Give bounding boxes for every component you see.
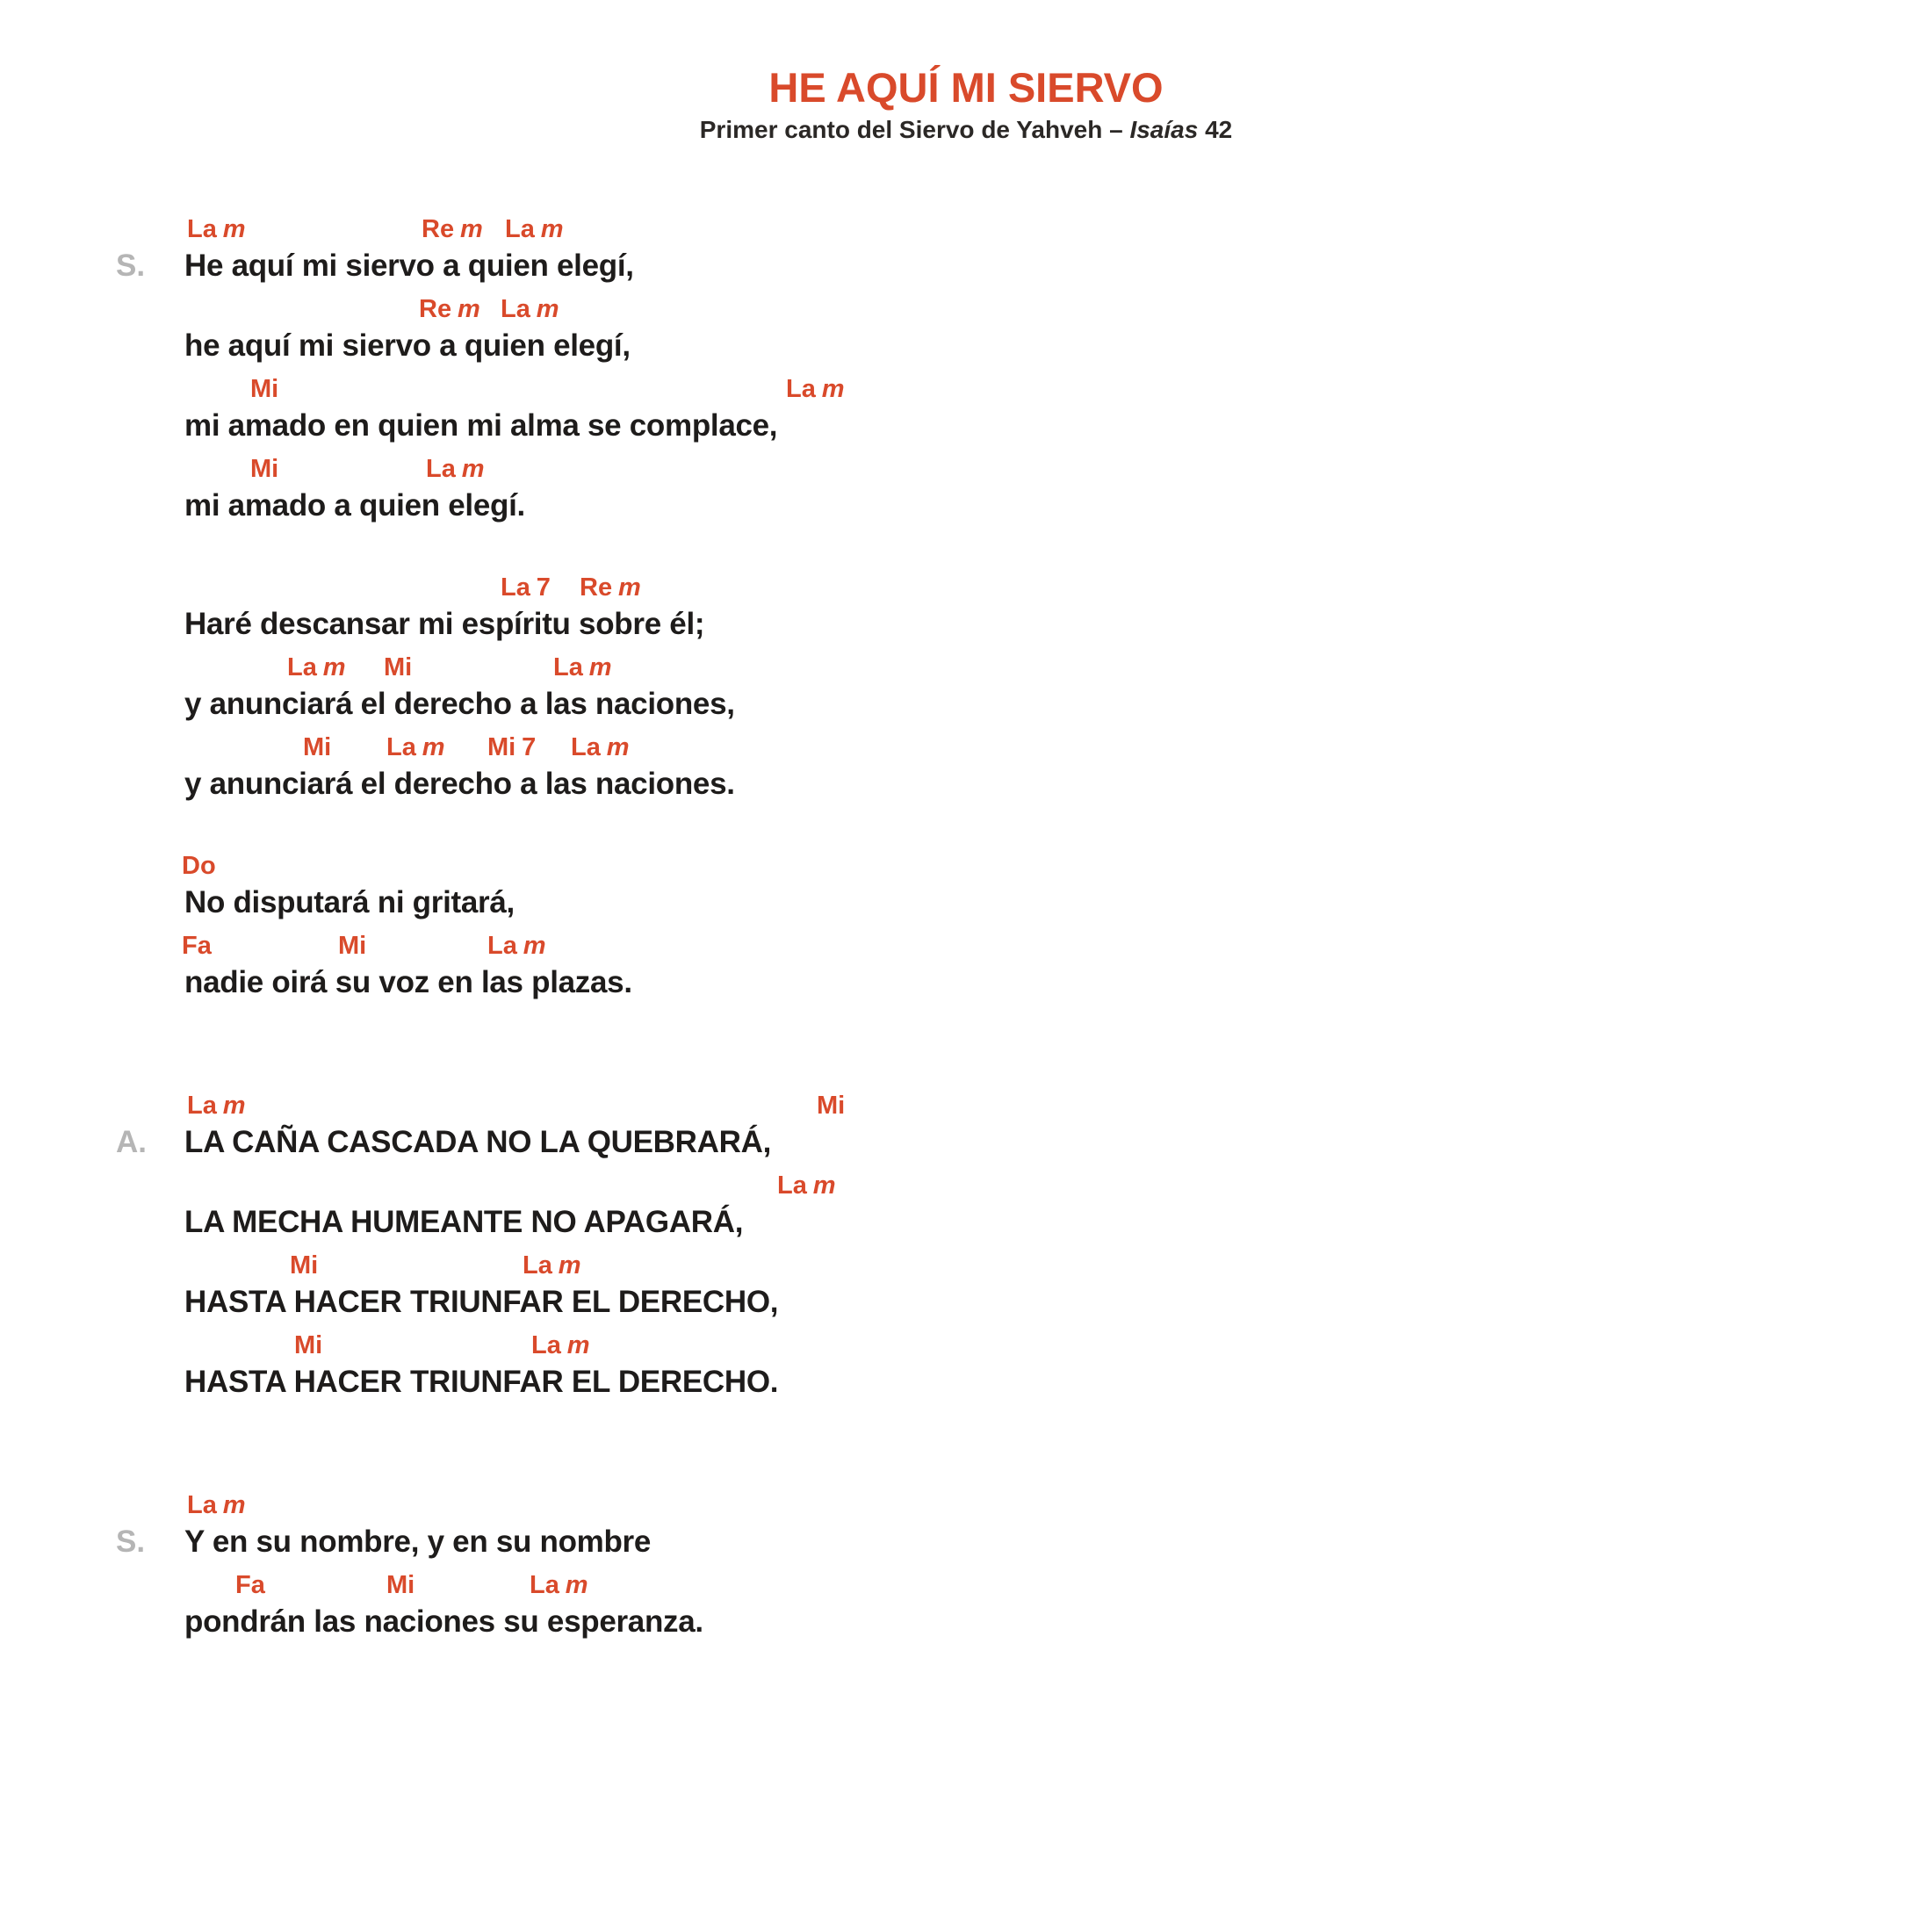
chord-suffix: m	[812, 1171, 836, 1200]
subtitle-chapter: 42	[1198, 116, 1233, 143]
page-subtitle	[0, 116, 1932, 144]
chord-suffix: m	[540, 215, 564, 243]
chord	[287, 655, 346, 681]
chord-root: Mi	[384, 653, 413, 681]
chord	[187, 1493, 246, 1518]
chord-root: La	[426, 455, 456, 483]
chord-root: La	[501, 295, 530, 323]
chord-suffix: m	[422, 733, 445, 761]
chord	[501, 297, 559, 322]
stanza-label: A.	[116, 1125, 147, 1159]
lyric-line: y anunciará el derecho a las naciones,	[184, 687, 735, 721]
chord-root: Mi	[303, 733, 332, 761]
chord	[235, 1573, 265, 1598]
chord-suffix: m	[588, 653, 612, 681]
chord-root: Mi	[294, 1331, 323, 1359]
stanza-label: S.	[116, 1525, 146, 1559]
chord	[182, 854, 216, 879]
chord	[580, 575, 641, 601]
chord	[530, 1573, 588, 1598]
chord-root: La	[777, 1171, 807, 1200]
chord	[290, 1253, 318, 1279]
chord	[386, 1573, 415, 1598]
chord-root: La	[571, 733, 601, 761]
chord-root: La	[187, 1491, 217, 1519]
chord	[419, 297, 480, 322]
chord	[422, 217, 483, 242]
chord	[187, 1093, 246, 1119]
chord-root: Mi	[386, 1571, 415, 1599]
chord	[294, 1333, 322, 1359]
chord-root: La	[505, 215, 535, 243]
chord-root: Re	[422, 215, 455, 243]
chord-suffix: m	[536, 295, 559, 323]
chord-suffix: m	[558, 1251, 581, 1280]
page-title: HE AQUÍ MI SIERVO	[768, 64, 1164, 111]
chord-suffix: m	[222, 215, 246, 243]
chord-root: Re	[419, 295, 452, 323]
chord-suffix: m	[821, 375, 845, 403]
subtitle-reference-italic: Isaías	[1129, 116, 1199, 143]
chord-suffix: m	[618, 573, 641, 602]
lyric-line: mi amado en quien mi alma se complace,	[184, 408, 778, 443]
chord	[187, 217, 246, 242]
chord	[303, 735, 331, 761]
chord-root: La	[187, 1092, 217, 1120]
chord	[786, 377, 845, 402]
lyric-line: He aquí mi siervo a quien elegí,	[184, 249, 634, 283]
chord-suffix: m	[566, 1331, 590, 1359]
lyric-line: y anunciará el derecho a las naciones.	[184, 767, 735, 801]
chord-root: Mi	[250, 375, 279, 403]
chord-root: Mi	[250, 455, 279, 483]
lyric-line: HASTA HACER TRIUNFAR EL DERECHO.	[184, 1365, 779, 1399]
chord-suffix: m	[222, 1491, 246, 1519]
chord	[531, 1333, 590, 1359]
chord	[505, 217, 564, 242]
chord-suffix: 7	[522, 733, 537, 761]
chord-root: La	[487, 932, 517, 960]
chord-suffix: m	[322, 653, 346, 681]
lyric-line: mi amado a quien elegí.	[184, 488, 525, 523]
chord-suffix: m	[458, 295, 480, 323]
chord	[571, 735, 630, 761]
chord	[777, 1173, 836, 1199]
chord-root: La	[530, 1571, 559, 1599]
chord-root: Mi	[817, 1092, 846, 1120]
chord-suffix: m	[460, 215, 483, 243]
chord-root: Mi	[487, 733, 516, 761]
lyric-line: nadie oirá su voz en las plazas.	[184, 965, 632, 999]
chord-root: La	[501, 573, 530, 602]
chord-root: Fa	[235, 1571, 265, 1599]
chord-root: Fa	[182, 932, 212, 960]
chord	[523, 1253, 581, 1279]
chord-suffix: m	[523, 932, 546, 960]
lyric-line: HASTA HACER TRIUNFAR EL DERECHO,	[184, 1285, 779, 1319]
lyric-line: Haré descansar mi espíritu sobre él;	[184, 607, 705, 641]
chord-suffix: m	[461, 455, 485, 483]
chord	[384, 655, 412, 681]
lyric-line: LA CAÑA CASCADA NO LA QUEBRARÁ,	[184, 1125, 771, 1159]
chord	[501, 575, 551, 601]
chord	[338, 934, 366, 959]
chord	[487, 735, 536, 761]
chord-root: La	[386, 733, 416, 761]
chord	[386, 735, 445, 761]
chord-root: La	[287, 653, 317, 681]
chord-root: Mi	[290, 1251, 319, 1280]
chord	[182, 934, 212, 959]
chord-root: Do	[182, 852, 216, 880]
chord-root: La	[786, 375, 816, 403]
chord-root: La	[553, 653, 583, 681]
chord-suffix: m	[606, 733, 630, 761]
chord	[817, 1093, 845, 1119]
lyric-line: Y en su nombre, y en su nombre	[184, 1525, 652, 1559]
chord-suffix: m	[565, 1571, 588, 1599]
lyric-line: LA MECHA HUMEANTE NO APAGARÁ,	[184, 1205, 744, 1239]
chord-suffix: 7	[536, 573, 551, 602]
stanza-label: S.	[116, 249, 146, 283]
lyric-line: he aquí mi siervo a quien elegí,	[184, 328, 631, 363]
lyric-line: No disputará ni gritará,	[184, 885, 515, 919]
subtitle-plain: Primer canto del Siervo de Yahveh –	[699, 116, 1130, 143]
lyric-line: pondrán las naciones su esperanza.	[184, 1604, 703, 1639]
chord-suffix: m	[222, 1092, 246, 1120]
chord-root: Mi	[338, 932, 367, 960]
chord	[426, 457, 485, 482]
chord-root: Re	[580, 573, 613, 602]
chord-root: La	[523, 1251, 552, 1280]
chord	[487, 934, 546, 959]
chord-root: La	[187, 215, 217, 243]
chord	[250, 377, 278, 402]
chord-root: La	[531, 1331, 561, 1359]
chord	[250, 457, 278, 482]
chord	[553, 655, 612, 681]
